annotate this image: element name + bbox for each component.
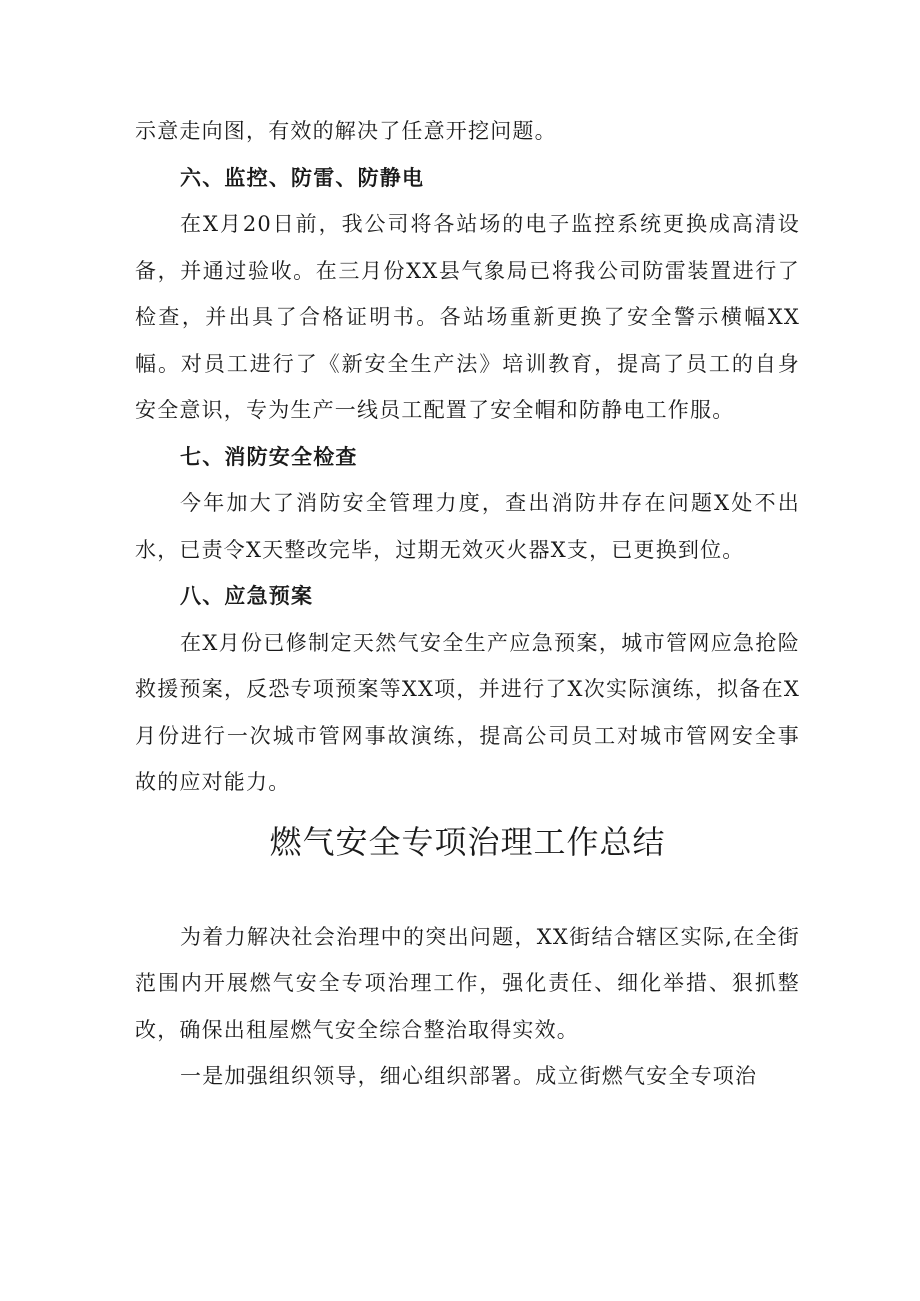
paragraph-monitoring: 在X月20日前，我公司将各站场的电子监控系统更换成高清设备，并通过验收。在三月份XX县气象局已将我公司防雷装置进行了检查，并出具了合格证明书。各站场重新更换了安全警示横幅XX幅。对员工进行了《新安全生产法》培训教育，提高了员工的自身安全意识，专为生产一线员工配置了安全帽和防静电工作服。 xyxy=(135,212,800,422)
paragraph-emergency-plan: 在X月份已修制定天然气安全生产应急预案，城市管网应急抢险救援预案，反恐专项预案等XX项，并进行了X次实际演练，拟备在X月份进行一次城市管网事故演练，提高公司员工对城市管网安全事故的应对能力。 xyxy=(135,630,800,794)
document-page xyxy=(135,108,800,1100)
paragraph-intro: 为着力解决社会治理中的突出问题，XX街结合辖区实际,在全街范围内开展燃气安全专项治理工作，强化责任、细化举措、狠抓整改，确保出租屋燃气安全综合整治取得实效。 xyxy=(135,924,800,1042)
section-heading-monitoring: 六、监控、防雷、防静电 xyxy=(180,165,425,190)
section-heading-fire-safety: 七、消防安全检查 xyxy=(180,444,358,469)
paragraph-fire-safety: 今年加大了消防安全管理力度，查出消防井存在问题X处不出水，已责令X天整改完毕，过期无效灭火器X支，已更换到位。 xyxy=(135,491,800,562)
continued-paragraph: 示意走向图，有效的解决了任意开挖问题。 xyxy=(135,119,557,143)
paragraph-point-one: 一是加强组织领导，细心组织部署。成立街燃气安全专项治 xyxy=(180,1064,758,1088)
section-heading-emergency-plan: 八、应急预案 xyxy=(180,584,314,608)
document-title: 燃气安全专项治理工作总结 xyxy=(269,822,666,861)
